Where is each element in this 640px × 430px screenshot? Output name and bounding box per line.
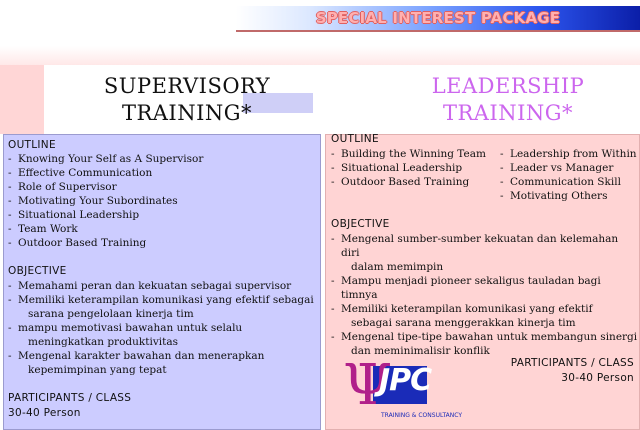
title-line: TRAINING* (442, 101, 574, 125)
banner-title: SPECIAL INTEREST PACKAGE (315, 9, 561, 27)
psi-symbol-icon: Ψ (343, 353, 393, 418)
header-band-fade (0, 46, 640, 65)
list-item: - Knowing Your Self as A Supervisor (8, 152, 318, 166)
logo-tagline: TRAINING & CONSULTANCY (381, 412, 463, 419)
list-item: - Team Work (8, 222, 318, 236)
left-outline-list (8, 152, 318, 250)
list-item (331, 232, 639, 274)
right-outline-heading: OUTLINE (331, 133, 379, 145)
jpc-logo (343, 353, 483, 422)
objective-text: sarana pengelolaan kinerja tim (28, 308, 194, 320)
list-item: - Building the Winning Team (331, 147, 501, 161)
list-item: - Outdoor Based Training (331, 175, 501, 189)
list-item: - Situational Leadership (331, 161, 501, 175)
list-item: - Effective Communication (8, 166, 318, 180)
right-objective-list (331, 232, 639, 358)
objective-text: mampu memotivasi bawahan untuk selalu (18, 322, 243, 334)
right-participants-value: 30-40 Person (561, 372, 634, 384)
title-line: SUPERVISORY (103, 74, 271, 98)
list-item: - Motivating Your Subordinates (8, 194, 318, 208)
supervisory-training-title (52, 73, 322, 127)
list-item: - Situational Leadership (8, 208, 318, 222)
left-participants-heading: PARTICIPANTS / CLASS (8, 392, 132, 404)
objective-text: Mengenal sumber-sumber kekuatan dan kelemahan diri (341, 233, 619, 259)
objective-text: Mengenal karakter bawahan dan menerapkan (18, 350, 265, 362)
leadership-training-title (398, 73, 618, 127)
right-outline-list-col2 (500, 147, 638, 203)
left-objective-heading: OBJECTIVE (8, 265, 67, 277)
list-item (331, 302, 639, 330)
list-item (8, 293, 320, 321)
right-outline-list-col1 (331, 147, 501, 189)
list-item (8, 349, 320, 377)
left-objective-list (8, 279, 320, 377)
right-objective-heading: OBJECTIVE (331, 218, 390, 230)
right-participants-heading: PARTICIPANTS / CLASS (510, 357, 634, 369)
objective-text: Mengenal tipe-tipe bawahan untuk membangun sinergi (341, 331, 638, 343)
list-item: - Outdoor Based Training (8, 236, 318, 250)
list-item (8, 279, 320, 293)
left-outline-heading: OUTLINE (8, 139, 56, 151)
list-item: - Motivating Others (500, 189, 638, 203)
list-item: - Leader vs Manager (500, 161, 638, 175)
objective-text: Memahami peran dan kekuatan sebagai supervisor (18, 280, 292, 292)
title-line: TRAINING* (121, 101, 253, 125)
list-item (8, 321, 320, 349)
left-participants-value: 30-40 Person (8, 407, 81, 419)
objective-text: dan meminimalisir konflik (351, 345, 490, 357)
objective-text: sebagai sarana menggerakkan kinerja tim (351, 317, 576, 329)
list-item: - Role of Supervisor (8, 180, 318, 194)
objective-text: Memiliki keterampilan komunikasi yang efektif sebagai (18, 294, 314, 306)
logo-name: JPC (379, 363, 432, 398)
objective-text: Memiliki keterampilan komunikasi yang efektif (341, 303, 593, 315)
objective-text: meningkatkan produktivitas (28, 336, 178, 348)
objective-text: Mampu menjadi pioneer sekaligus tauladan bagi timnya (341, 275, 601, 301)
objective-text: kepemimpinan yang tepat (28, 364, 167, 376)
list-item (331, 274, 639, 302)
header-banner (236, 6, 640, 32)
title-line: LEADERSHIP (431, 74, 585, 98)
list-item: - Communication Skill (500, 175, 638, 189)
list-item: - Leadership from Within (500, 147, 638, 161)
objective-text: dalam memimpin (351, 261, 444, 273)
